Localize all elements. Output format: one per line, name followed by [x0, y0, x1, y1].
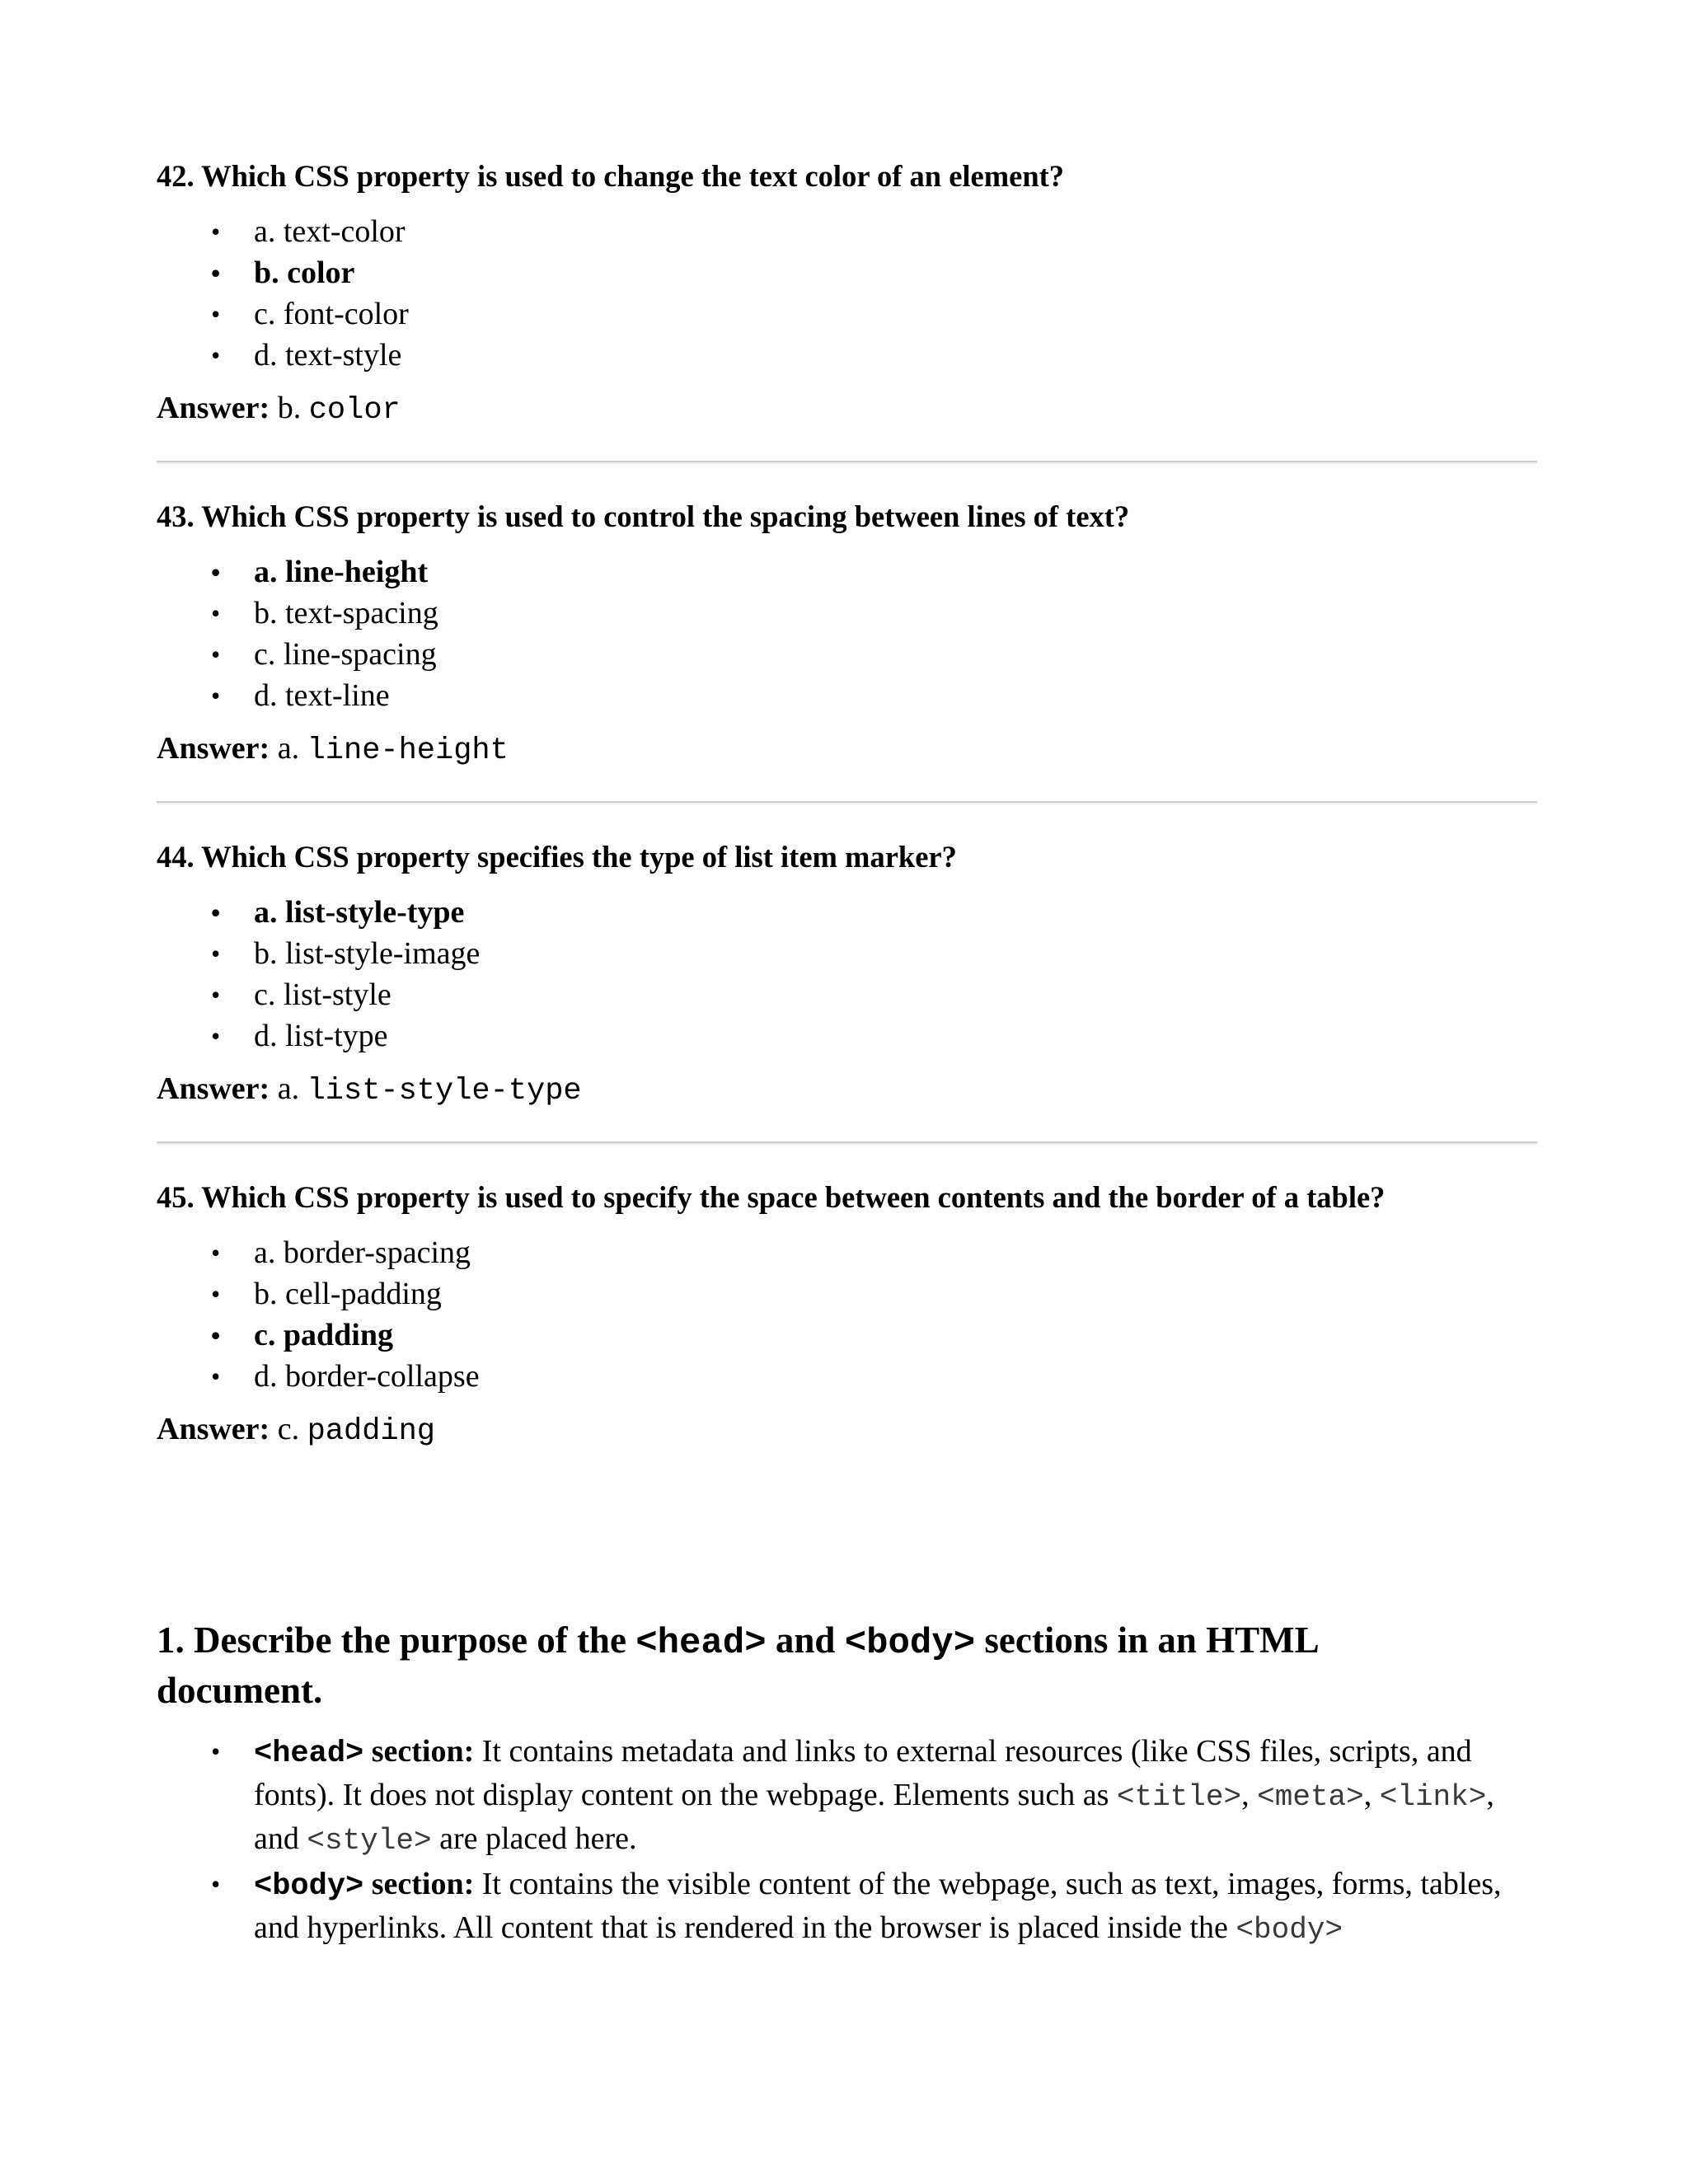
bullet-icon: •	[211, 1279, 221, 1309]
answer-code: color	[308, 393, 401, 428]
separator-text: ,	[1363, 1778, 1380, 1812]
bullet-icon: •	[211, 598, 221, 628]
answer-label: Answer:	[157, 1412, 270, 1446]
answer-label: Answer:	[157, 731, 270, 766]
option-label: d. text-line	[254, 678, 390, 713]
horizontal-divider	[157, 801, 1537, 804]
term-text: section:	[363, 1867, 475, 1901]
bullet-icon: •	[211, 640, 221, 669]
option-label: d. text-style	[254, 338, 402, 373]
answer-code: line-height	[307, 733, 509, 768]
answer-letter: c.	[277, 1412, 300, 1446]
option-label: c. list-style	[254, 977, 392, 1012]
bullet-icon: •	[211, 1361, 221, 1391]
heading-code: <head>	[635, 1623, 767, 1664]
horizontal-divider	[157, 1141, 1537, 1145]
heading-text: sections in an HTML document.	[157, 1619, 1318, 1711]
question-block	[157, 1178, 1537, 1452]
term-code: <head>	[254, 1736, 364, 1771]
answer-label: Answer:	[157, 391, 270, 425]
option-item	[157, 293, 1537, 335]
option-item	[157, 1356, 1537, 1397]
term-label	[254, 1734, 474, 1769]
option-label: c. font-color	[254, 297, 409, 331]
heading-text: and	[766, 1619, 845, 1661]
option-label: b. list-style-image	[254, 936, 481, 971]
option-label: d. list-type	[254, 1019, 388, 1053]
option-label: b. color	[254, 255, 355, 290]
bullet-icon: •	[211, 1736, 221, 1766]
question-text: 42. Which CSS property is used to change the text color of an element?	[157, 159, 1065, 193]
option-item	[157, 593, 1537, 634]
question-block	[157, 157, 1537, 431]
option-item	[157, 634, 1537, 675]
bullet-icon: •	[211, 939, 221, 968]
options-list	[157, 892, 1537, 1057]
option-label: d. border-collapse	[254, 1359, 480, 1394]
bullet-icon: •	[211, 1869, 221, 1899]
bullet-icon: •	[211, 898, 221, 927]
answer-code: padding	[307, 1414, 436, 1449]
answer-line	[157, 387, 1537, 431]
section-heading	[157, 1617, 1442, 1714]
bullet-icon: •	[211, 258, 221, 288]
bullet-icon: •	[211, 217, 221, 246]
option-label: b. text-spacing	[254, 596, 438, 630]
answer-letter: a.	[277, 1071, 300, 1106]
answer-letter: b.	[277, 391, 302, 425]
option-label: a. text-color	[254, 214, 406, 249]
term-label	[254, 1867, 475, 1904]
answer-letter: a.	[277, 731, 300, 766]
option-item	[157, 211, 1537, 252]
option-label: c. padding	[254, 1318, 393, 1352]
question-text: 44. Which CSS property specifies the type of list item marker?	[157, 840, 957, 874]
inline-code: <meta>	[1257, 1780, 1364, 1814]
horizontal-divider	[157, 461, 1537, 464]
bullet-icon: •	[211, 1238, 221, 1268]
answer-line	[157, 1408, 1537, 1452]
term-code: <body>	[254, 1869, 364, 1904]
option-item	[157, 933, 1537, 974]
option-item-correct	[157, 1315, 1537, 1356]
answer-code: list-style-type	[307, 1074, 582, 1108]
inline-code: <link>	[1379, 1780, 1487, 1814]
option-item-correct	[157, 892, 1537, 933]
heading-code: <body>	[844, 1623, 976, 1664]
option-label: a. border-spacing	[254, 1235, 471, 1270]
bullet-icon: •	[211, 299, 221, 329]
option-item	[157, 1232, 1537, 1273]
document-page	[157, 157, 1537, 1952]
explanation-item	[157, 1863, 1537, 1951]
option-item	[157, 1015, 1537, 1057]
options-list	[157, 1232, 1537, 1397]
explanation-text: It contains the visible content of the webpage, such as text, images, forms, tables, and hyperlinks. All content that is rendered in the browser is placed inside the	[254, 1867, 1502, 1945]
option-item	[157, 675, 1537, 716]
option-label: b. cell-padding	[254, 1277, 442, 1311]
bullet-icon: •	[211, 1021, 221, 1051]
bullet-icon: •	[211, 557, 221, 587]
bullet-icon: •	[211, 1320, 221, 1350]
question-block	[157, 497, 1537, 771]
question-block	[157, 837, 1537, 1112]
option-label: a. list-style-type	[254, 895, 465, 930]
question-text: 43. Which CSS property is used to control the spacing between lines of text?	[157, 499, 1130, 533]
answer-label: Answer:	[157, 1071, 270, 1106]
answer-line	[157, 1068, 1537, 1112]
inline-code: <style>	[307, 1824, 432, 1858]
option-item	[157, 335, 1537, 376]
bullet-icon: •	[211, 340, 221, 370]
explanation-text: It contains metadata and links to external resources (like CSS files, scripts, and fonts). It does not display content on the webpage. Elements such as	[254, 1734, 1472, 1812]
option-item	[157, 974, 1537, 1015]
question-text: 45. Which CSS property is used to specify the space between contents and the border of a table?	[157, 1180, 1386, 1214]
explanation-list	[157, 1731, 1537, 1951]
option-item	[157, 1273, 1537, 1315]
term-text: section:	[363, 1734, 475, 1769]
separator-text: ,	[1241, 1778, 1258, 1812]
section-block	[157, 1617, 1537, 1951]
option-label: c. line-spacing	[254, 637, 437, 672]
heading-text: 1. Describe the purpose of the	[157, 1619, 636, 1661]
explanation-text: are placed here.	[431, 1821, 637, 1856]
explanation-item	[157, 1731, 1537, 1862]
options-list	[157, 551, 1537, 716]
answer-line	[157, 728, 1537, 771]
option-item-correct	[157, 551, 1537, 593]
option-label: a. line-height	[254, 555, 429, 589]
bullet-icon: •	[211, 980, 221, 1010]
option-item-correct	[157, 252, 1537, 293]
bullet-icon: •	[211, 681, 221, 710]
inline-code: <body>	[1236, 1913, 1343, 1947]
separator-text: , and	[254, 1778, 1494, 1856]
inline-code: <title>	[1116, 1780, 1242, 1814]
options-list	[157, 211, 1537, 376]
